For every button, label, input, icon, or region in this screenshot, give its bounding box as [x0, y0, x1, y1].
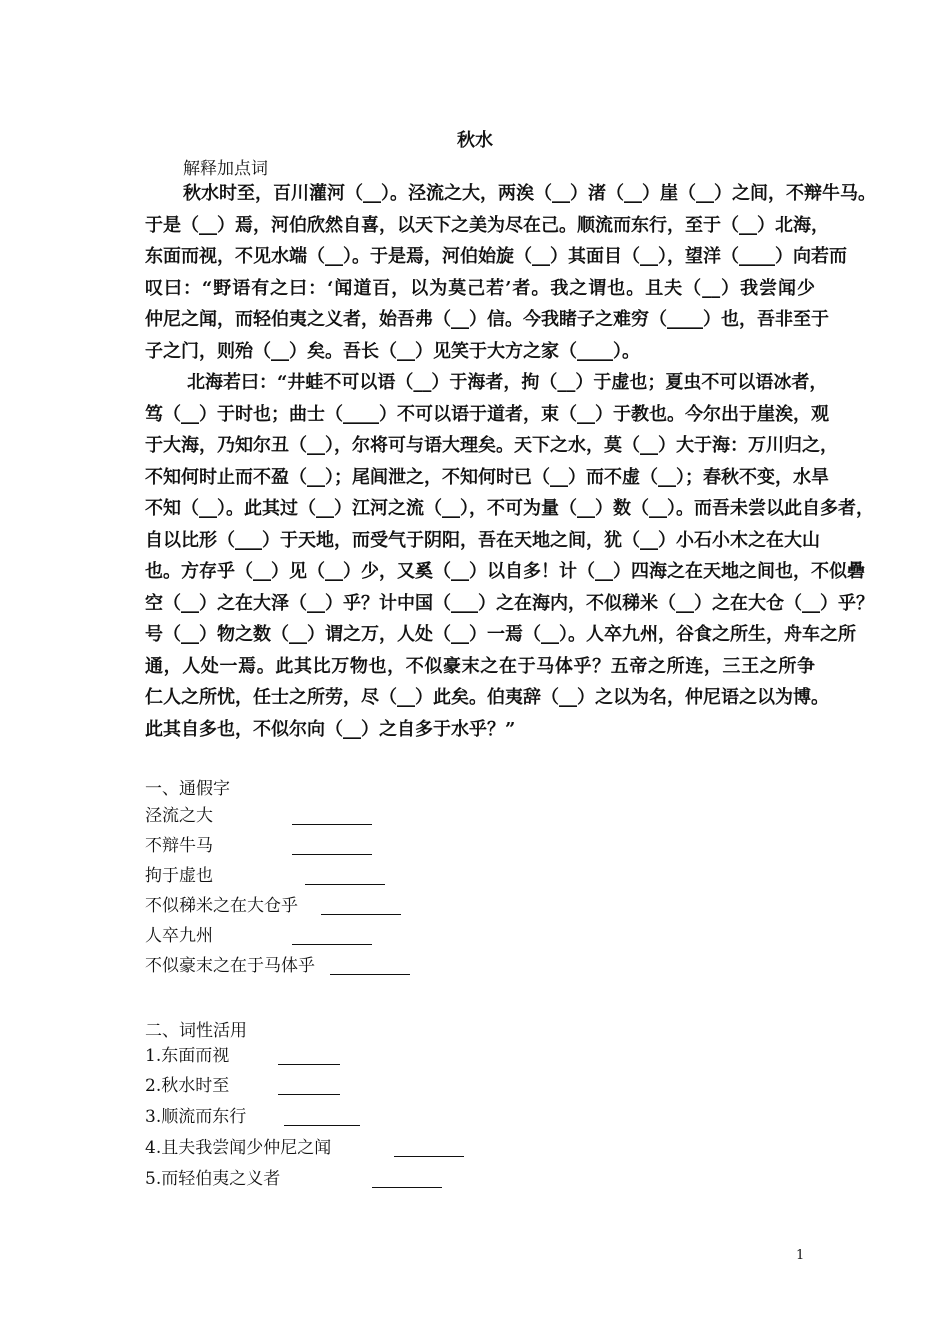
exercise-row: [145, 951, 410, 981]
exercise-prompt: 拘于虚也: [145, 866, 213, 886]
exercise-prompt: 3.顺流而东行: [145, 1107, 247, 1127]
answer-blank[interactable]: [284, 1103, 360, 1126]
answer-blank[interactable]: [292, 802, 372, 825]
passage-line: 仲尼之闻，而轻伯夷之义者，始吾弗（__）信。今我睹子之难穷（____）也，吾非至于: [145, 309, 829, 330]
passage-line: 子之门，则殆（__）矣。吾长（__）见笑于大方之家（____）。: [145, 340, 640, 362]
exercise-row: [145, 1071, 340, 1101]
exercise-prompt: 不似稊米之在大仓乎: [145, 896, 298, 916]
passage-line: 号（__）物之数（__）谓之万，人处（__）一焉（__）。人卒九州，谷食之所生，舟车之所: [145, 624, 856, 645]
exercise-row: [145, 801, 372, 831]
exercise-prompt: 1.东面而视: [145, 1046, 230, 1066]
passage-line: 笃（__）于时也；曲士（____）不可以语于道者，束（__）于教也。今尔出于崖涘，观: [145, 403, 829, 425]
passage-line: 通，人处一焉。此其比万物也，不似豪末之在于马体乎？五帝之所连，三王之所争: [145, 655, 815, 677]
page-number: 1: [796, 1248, 805, 1263]
passage-line: 于大海，乃知尔丑（__），尔将可与语大理矣。天下之水，莫（__）大于海：万川归之，: [145, 435, 838, 456]
answer-blank[interactable]: [278, 1072, 340, 1095]
passage-line: 东面而视，不见水端（__）。于是焉，河伯始旋（__）其面目（__），望洋（____）向若而: [145, 246, 847, 267]
passage-line: 不知（__）。此其过（__）江河之流（__），不可为量（__）数（__）。而吾未尝以此自多者，: [145, 498, 874, 519]
answer-blank[interactable]: [292, 832, 372, 855]
passage-line: 也。方存乎（__）见（__）少，又奚（__）以自多！计（__）四海之在天地之间也，不似礨: [145, 561, 865, 582]
exercise-row: [145, 921, 372, 951]
answer-blank[interactable]: [321, 892, 401, 915]
answer-blank[interactable]: [292, 922, 372, 945]
answer-blank[interactable]: [305, 862, 385, 885]
exercise-prompt: 泾流之大: [145, 806, 213, 826]
passage-line: 自以比形（___）于天地，而受气于阴阳，吾在天地之间，犹（__）小石小木之在大山: [145, 529, 820, 551]
passage-line: 不知何时止而不盈（__）；尾闾泄之，不知何时已（__）而不虚（__）；春秋不变，水旱: [145, 466, 829, 488]
answer-blank[interactable]: [278, 1042, 340, 1065]
passage-line: 北海若曰：“井蛙不可以语（__）于海者，拘（__）于虚也；夏虫不可以语冰者，: [187, 372, 828, 393]
passage-line: 仁人之所忧，任士之所劳，尽（__）此矣。伯夷辞（__）之以为名，仲尼语之以为博。: [145, 687, 829, 708]
exercise-prompt: 人卒九州: [145, 926, 213, 946]
exercise-row: [145, 1133, 464, 1163]
passage-line: 空（__）之在大泽（__）乎？计中国（___）之在海内，不似稊米（__）之在大仓（__）乎？: [145, 592, 874, 614]
exercise-row: [145, 1164, 442, 1194]
exercise-prompt: 不辩牛马: [145, 836, 213, 856]
section-title-cixinghuoyong: 二、词性活用: [145, 1021, 247, 1041]
document-title: 秋水: [457, 130, 493, 151]
answer-blank[interactable]: [330, 952, 410, 975]
passage-line: 秋水时至，百川灌河（__）。泾流之大，两涘（__）渚（__）崖（__）之间，不辩牛马。: [183, 183, 876, 204]
exercise-prompt: 2.秋水时至: [145, 1076, 230, 1096]
exercise-row: [145, 861, 385, 891]
answer-blank[interactable]: [394, 1134, 464, 1157]
exercise-row: [145, 891, 401, 921]
passage-instruction: 解释加点词: [183, 159, 268, 179]
passage-line: 于是（__）焉，河伯欣然自喜，以天下之美为尽在己。顺流而东行，至于（__）北海，: [145, 214, 829, 236]
passage-line: 叹曰：“野语有之曰：‘闻道百，以为莫己若’者。我之谓也。且夫（__）我尝闻少: [145, 277, 815, 299]
section-title-tongjiazi: 一、通假字: [145, 779, 230, 799]
exercise-row: [145, 1102, 360, 1132]
passage-text: [145, 178, 876, 745]
exercise-row: [145, 1041, 340, 1071]
exercise-prompt: 不似豪末之在于马体乎: [145, 956, 315, 976]
exercise-prompt: 4.且夫我尝闻少仲尼之闻: [145, 1138, 332, 1158]
exercise-prompt: 5.而轻伯夷之义者: [145, 1169, 281, 1189]
passage-line: 此其自多也，不似尔向（__）之自多于水乎？”: [145, 718, 516, 740]
exercise-row: [145, 831, 372, 861]
answer-blank[interactable]: [372, 1165, 442, 1188]
